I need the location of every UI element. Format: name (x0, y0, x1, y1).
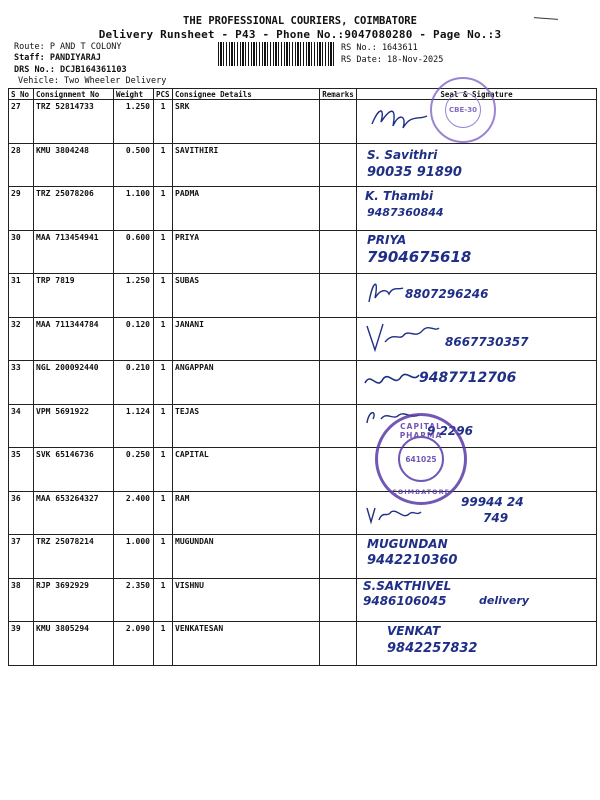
signature-scribble (363, 320, 443, 354)
route-label: Route: P AND T COLONY (14, 42, 122, 52)
consignment-cell: TRZ 52814733 (34, 100, 114, 144)
consignment-cell: KMU 3805294 (34, 622, 114, 666)
table-row (9, 361, 597, 405)
signature-cell (357, 317, 597, 361)
consignment-cell: TRZ 25078206 (34, 187, 114, 231)
signature-cell (357, 361, 597, 405)
signature-scribble (363, 502, 423, 528)
table-row (9, 448, 597, 492)
pcs-cell: 1 (154, 448, 173, 492)
remarks-cell (320, 230, 357, 274)
signature-cell (357, 230, 597, 274)
table-row (9, 274, 597, 318)
remarks-cell (320, 274, 357, 318)
table-header-row (9, 89, 597, 100)
weight-cell: 1.250 (114, 274, 154, 318)
sno-cell: 39 (9, 622, 34, 666)
consignee-cell: JANANI (173, 317, 320, 361)
handwritten-phone: 9487712706 (419, 370, 517, 386)
signature-scribble (361, 365, 421, 395)
pcs-cell: 1 (154, 491, 173, 535)
consignment-cell: KMU 3804248 (34, 143, 114, 187)
remarks-cell (320, 100, 357, 144)
sno-cell: 28 (9, 143, 34, 187)
handwritten-phone: 90035 91890 (367, 164, 462, 180)
seal-stamp (430, 77, 496, 143)
runsheet-table (8, 88, 597, 666)
consignee-cell: VISHNU (173, 578, 320, 622)
sno-cell: 32 (9, 317, 34, 361)
weight-cell: 1.124 (114, 404, 154, 448)
table-row (9, 578, 597, 622)
consignment-cell: VPM 5691922 (34, 404, 114, 448)
table-row (9, 491, 597, 535)
sno-cell: 34 (9, 404, 34, 448)
handwritten-name: K. Thambi (365, 189, 434, 203)
remarks-cell (320, 491, 357, 535)
handwritten-name: MUGUNDAN (367, 537, 448, 551)
col-pcs: PCS (154, 89, 173, 100)
weight-cell: 2.090 (114, 622, 154, 666)
col-seal-signature: Seal & Signature (357, 89, 597, 100)
consignment-cell: TRP 7819 (34, 274, 114, 318)
sno-cell: 33 (9, 361, 34, 405)
consignee-cell: MUGUNDAN (173, 535, 320, 579)
table-row (9, 535, 597, 579)
pcs-cell: 1 (154, 622, 173, 666)
pcs-cell: 1 (154, 535, 173, 579)
pharma-seal-center: 641025 (398, 436, 444, 482)
consignee-cell: RAM (173, 491, 320, 535)
col-consignment: Consignment No (34, 89, 114, 100)
weight-cell: 0.500 (114, 143, 154, 187)
handwritten-name: PRIYA (367, 232, 407, 247)
weight-cell: 1.000 (114, 535, 154, 579)
handwritten-phone: 99944 24 (461, 494, 524, 509)
consignment-cell: MAA 711344784 (34, 317, 114, 361)
table-row (9, 100, 597, 144)
consignment-cell: TRZ 25078214 (34, 535, 114, 579)
weight-cell: 0.210 (114, 361, 154, 405)
seal-stamp-center: CBE-30 (445, 92, 481, 128)
table-row (9, 143, 597, 187)
handwritten-phone-cont: 749 (483, 510, 509, 525)
pcs-cell: 1 (154, 230, 173, 274)
consignee-cell: TEJAS (173, 404, 320, 448)
remarks-cell (320, 578, 357, 622)
table-row (9, 230, 597, 274)
consignee-cell: CAPITAL (173, 448, 320, 492)
col-weight: Weight (114, 89, 154, 100)
sno-cell: 29 (9, 187, 34, 231)
handwritten-phone: 9486106045 (363, 593, 447, 608)
table-row (9, 317, 597, 361)
pharma-seal-stamp (375, 413, 467, 505)
consignee-cell: PADMA (173, 187, 320, 231)
consignment-cell: MAA 653264327 (34, 491, 114, 535)
table-row (9, 187, 597, 231)
consignment-cell: RJP 3692929 (34, 578, 114, 622)
consignee-cell: SAVITHIRI (173, 143, 320, 187)
handwritten-phone: 9842257832 (387, 641, 478, 656)
signature-cell (357, 622, 597, 666)
pcs-cell: 1 (154, 143, 173, 187)
signature-cell (357, 491, 597, 535)
weight-cell: 0.250 (114, 448, 154, 492)
pcs-cell: 1 (154, 578, 173, 622)
pharma-seal-bottom: COIMBATORE (391, 488, 451, 496)
remarks-cell (320, 622, 357, 666)
consignment-cell: MAA 713454941 (34, 230, 114, 274)
weight-cell: 2.400 (114, 491, 154, 535)
rs-number: RS No.: 1643611 (341, 43, 418, 53)
pcs-cell: 1 (154, 317, 173, 361)
weight-cell: 0.600 (114, 230, 154, 274)
consignment-cell: SVK 65146736 (34, 448, 114, 492)
remarks-cell (320, 535, 357, 579)
weight-cell: 1.100 (114, 187, 154, 231)
handwritten-phone: 8807296246 (405, 287, 489, 301)
consignee-cell: SRK (173, 100, 320, 144)
sno-cell: 38 (9, 578, 34, 622)
barcode (218, 42, 336, 66)
handwritten-name: VENKAT (387, 624, 441, 638)
pcs-cell: 1 (154, 404, 173, 448)
sno-cell: 35 (9, 448, 34, 492)
handwritten-phone: 9442210360 (367, 553, 458, 568)
consignment-cell: NGL 200092440 (34, 361, 114, 405)
runsheet-title: Delivery Runsheet - P43 - Phone No.:9047080280 - Page No.:3 (98, 28, 502, 41)
sno-cell: 31 (9, 274, 34, 318)
consignee-cell: VENKATESAN (173, 622, 320, 666)
sno-cell: 37 (9, 535, 34, 579)
handwritten-phone: 9 2296 (427, 423, 473, 438)
col-consignee: Consignee Details (173, 89, 320, 100)
signature-cell (357, 274, 597, 318)
remarks-cell (320, 317, 357, 361)
remarks-cell (320, 361, 357, 405)
weight-cell: 1.250 (114, 100, 154, 144)
pharma-seal-top: CAPITAL PHARMA (399, 422, 443, 440)
remarks-cell (320, 187, 357, 231)
consignee-cell: SUBAS (173, 274, 320, 318)
pcs-cell: 1 (154, 274, 173, 318)
signature-scribble (365, 276, 407, 306)
sno-cell: 30 (9, 230, 34, 274)
consignee-cell: PRIYA (173, 230, 320, 274)
staff-label: Staff: PANDIYARAJ (14, 53, 101, 63)
handwritten-name: S. Savithri (367, 147, 438, 162)
handwritten-phone: 9487360844 (367, 206, 444, 219)
remarks-cell (320, 448, 357, 492)
handwritten-name: S.SAKTHIVEL (363, 578, 452, 593)
handwritten-phone: 7904675618 (367, 247, 472, 266)
signature-scribble (367, 102, 437, 136)
handwritten-note: delivery (479, 593, 530, 607)
pcs-cell: 1 (154, 100, 173, 144)
vehicle-label: Vehicle: Two Wheeler Delivery (18, 76, 167, 86)
table-row (9, 404, 597, 448)
consignee-cell: ANGAPPAN (173, 361, 320, 405)
signature-cell (357, 143, 597, 187)
pcs-cell: 1 (154, 361, 173, 405)
weight-cell: 0.120 (114, 317, 154, 361)
col-remarks: Remarks (320, 89, 357, 100)
handwritten-phone: 8667730357 (445, 334, 529, 349)
remarks-cell (320, 143, 357, 187)
col-sno: S No (9, 89, 34, 100)
table-row (9, 622, 597, 666)
pcs-cell: 1 (154, 187, 173, 231)
drs-number: DRS No.: DCJB164361103 (14, 65, 127, 75)
signature-cell (357, 578, 597, 622)
weight-cell: 2.350 (114, 578, 154, 622)
signature-cell (357, 535, 597, 579)
sno-cell: 27 (9, 100, 34, 144)
company-name: THE PROFESSIONAL COURIERS, COIMBATORE (183, 15, 417, 27)
sno-cell: 36 (9, 491, 34, 535)
rs-date: RS Date: 18-Nov-2025 (341, 55, 444, 65)
signature-cell (357, 187, 597, 231)
remarks-cell (320, 404, 357, 448)
